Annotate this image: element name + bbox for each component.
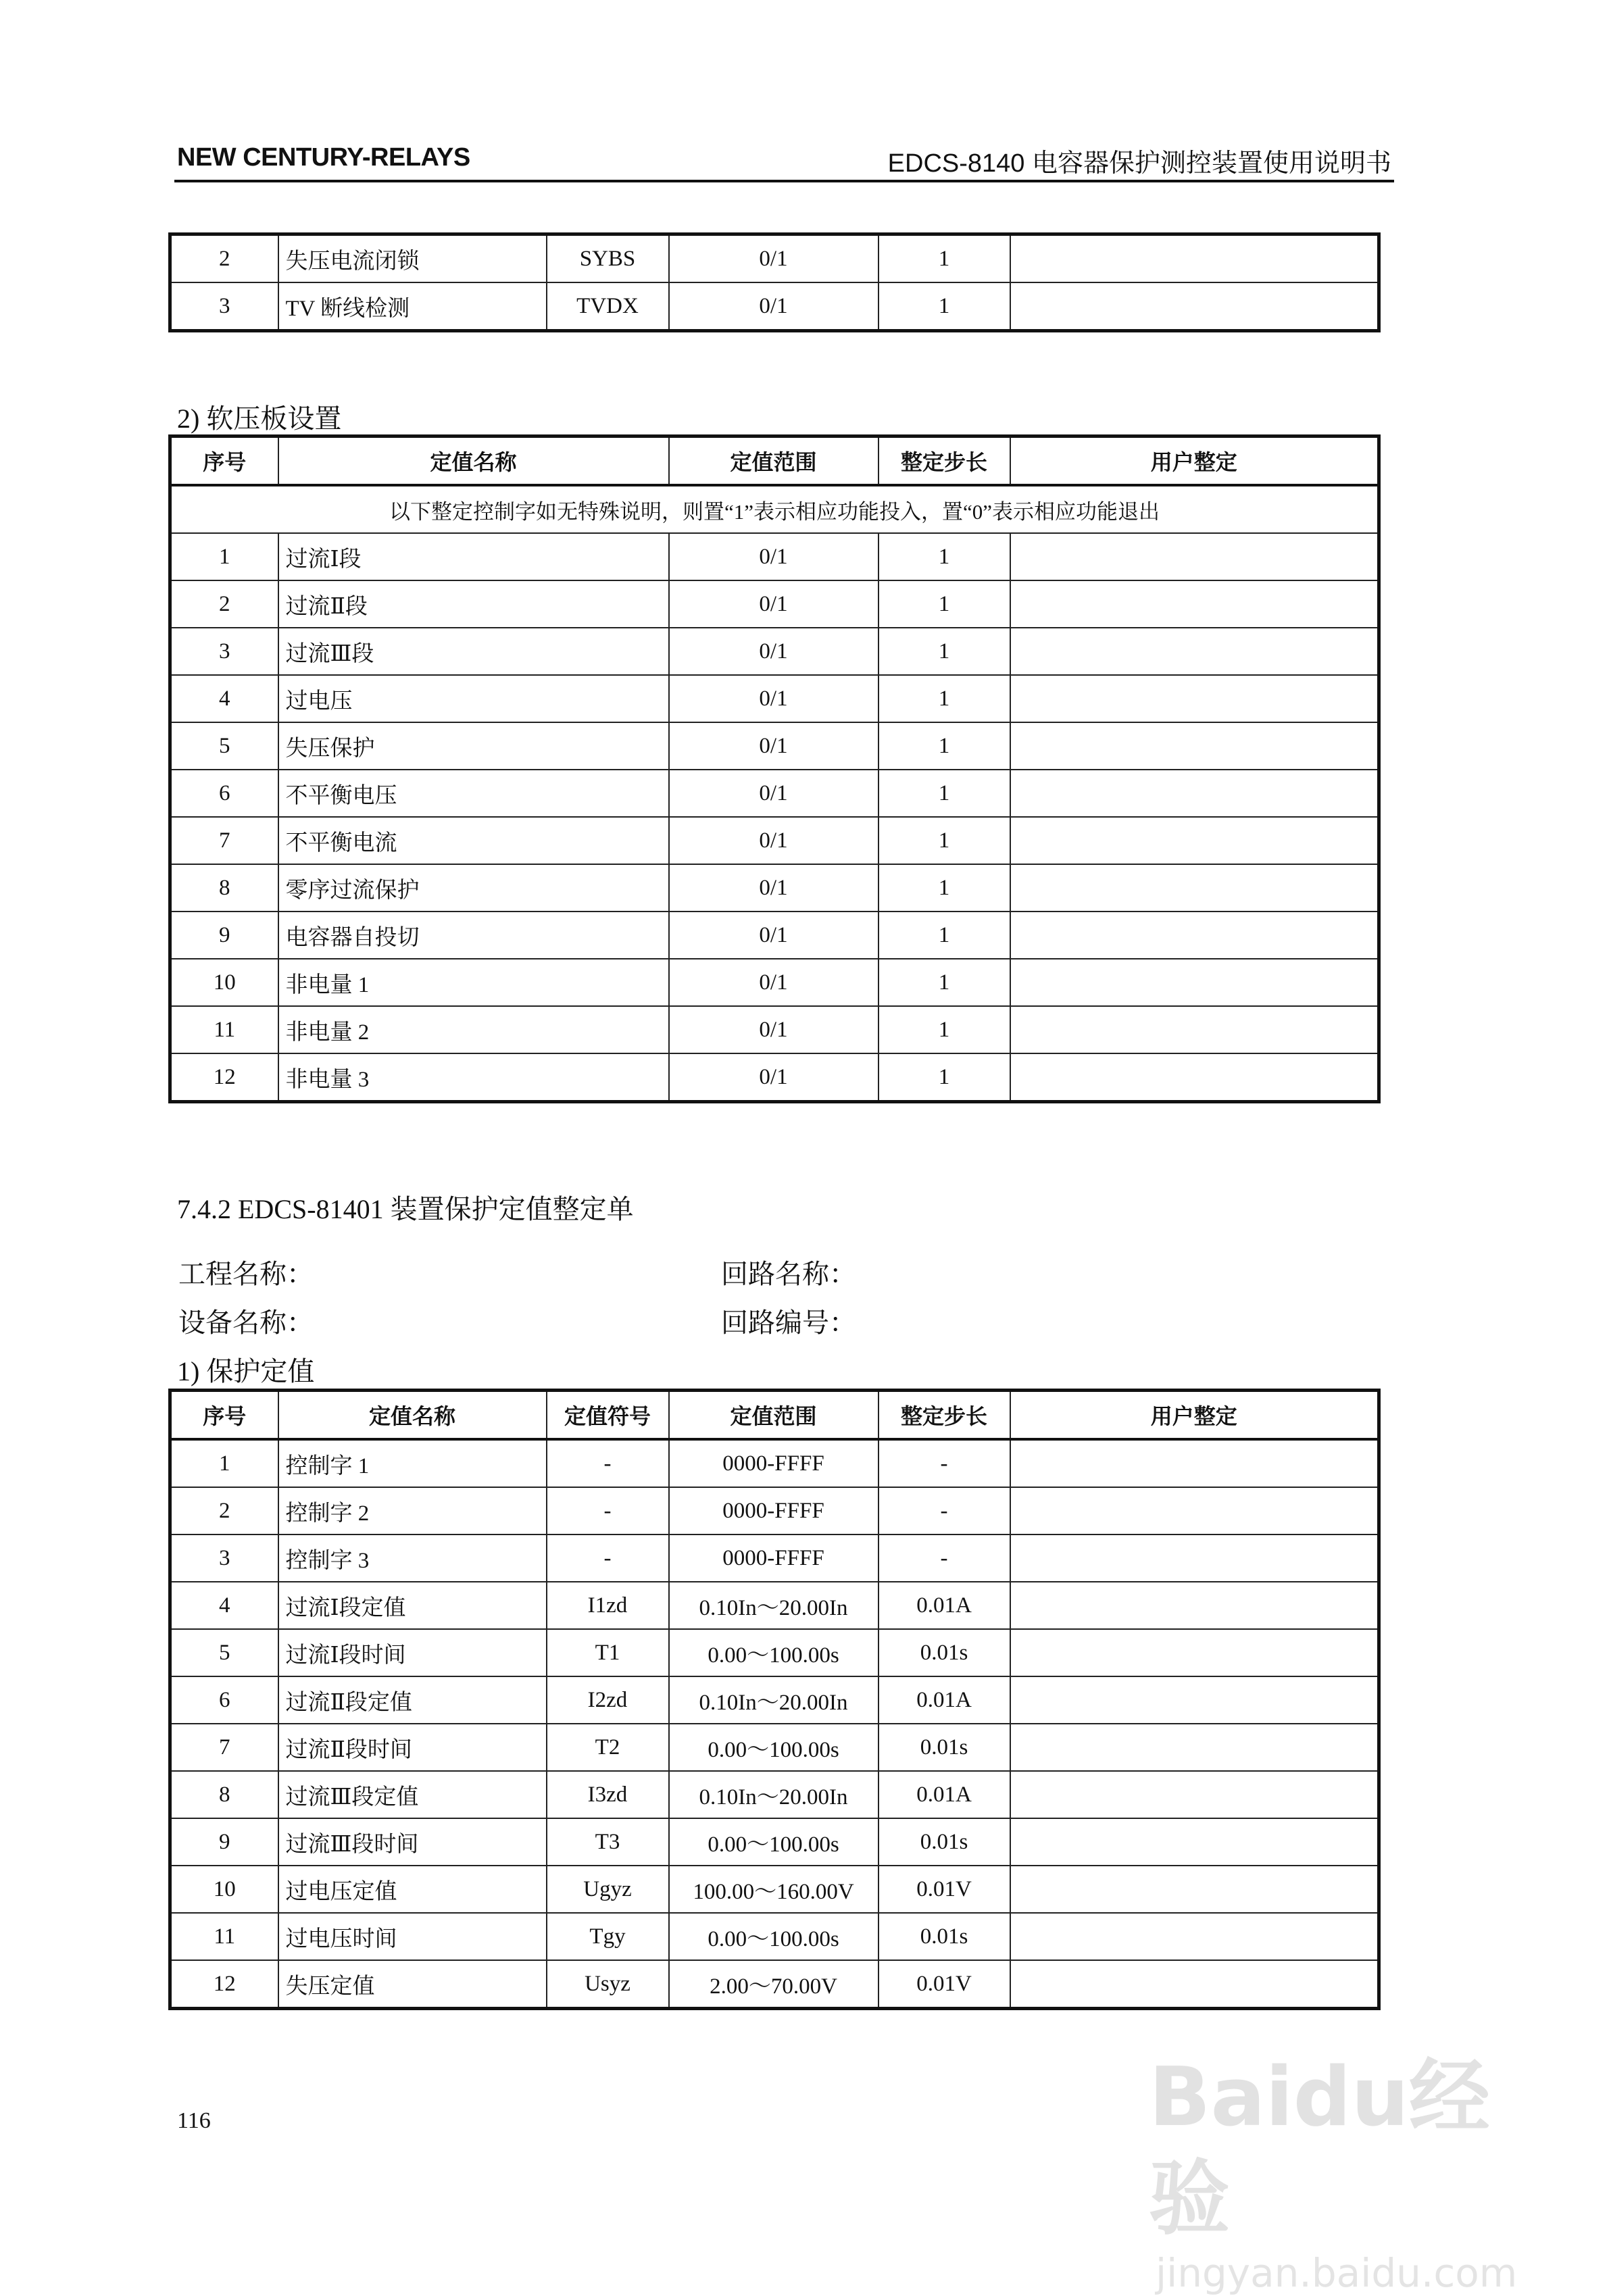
step-cell: - xyxy=(878,1534,1010,1582)
symbol-cell: Usyz xyxy=(547,1960,669,2009)
name-cell: 过流Ⅰ段时间 xyxy=(278,1629,547,1676)
watermark-url: jingyan.baidu.com xyxy=(1156,2250,1518,2296)
index-cell: 3 xyxy=(170,628,278,675)
control-word-table-continued xyxy=(168,232,1381,332)
index-cell: 12 xyxy=(170,1053,278,1102)
step-cell: 0.01s xyxy=(878,1818,1010,1866)
symbol-cell: T1 xyxy=(547,1629,669,1676)
index-cell: 7 xyxy=(170,1724,278,1771)
range-cell: 0.00～100.00s xyxy=(669,1913,878,1960)
step-cell: 1 xyxy=(878,912,1010,959)
name-cell: 不平衡电流 xyxy=(278,817,669,864)
name-cell: 过流Ⅱ段时间 xyxy=(278,1724,547,1771)
user-setting-cell[interactable] xyxy=(1010,1818,1379,1866)
user-setting-cell[interactable] xyxy=(1010,1676,1379,1724)
table-row xyxy=(170,1439,1379,1487)
user-setting-cell[interactable] xyxy=(1010,1913,1379,1960)
step-cell: 1 xyxy=(878,1053,1010,1102)
range-cell: 2.00～70.00V xyxy=(669,1960,878,2009)
user-setting-cell[interactable] xyxy=(1010,1629,1379,1676)
section-742-title: 7.4.2 EDCS-81401 装置保护定值整定单 xyxy=(177,1194,634,1224)
user-setting-cell[interactable] xyxy=(1010,533,1379,580)
name-cell: 不平衡电压 xyxy=(278,770,669,817)
table-row xyxy=(170,1960,1379,2009)
range-cell: 0/1 xyxy=(669,628,878,675)
table-row xyxy=(170,628,1379,675)
table-row xyxy=(170,1629,1379,1676)
name-cell: 过电压 xyxy=(278,675,669,722)
name-cell: 非电量 1 xyxy=(278,959,669,1006)
user-setting-cell[interactable] xyxy=(1010,864,1379,912)
range-cell: 0.00～100.00s xyxy=(669,1724,878,1771)
range-cell: 0/1 xyxy=(669,817,878,864)
name-cell: 过电压定值 xyxy=(278,1866,547,1913)
range-cell: 0.10In～20.00In xyxy=(669,1676,878,1724)
user-setting-cell[interactable] xyxy=(1010,1534,1379,1582)
watermark-logo: Baidu经验 xyxy=(1149,2051,1490,2246)
index-cell: 10 xyxy=(170,959,278,1006)
user-setting-cell[interactable] xyxy=(1010,234,1379,283)
column-header: 用户整定 xyxy=(1010,436,1379,486)
symbol-cell: - xyxy=(547,1439,669,1487)
table-row xyxy=(170,282,1379,331)
column-header: 定值范围 xyxy=(669,436,878,486)
user-setting-cell[interactable] xyxy=(1010,282,1379,331)
column-header: 序号 xyxy=(170,436,278,486)
name-cell: 控制字 3 xyxy=(278,1534,547,1582)
range-cell: 0/1 xyxy=(669,864,878,912)
range-cell: 0/1 xyxy=(669,959,878,1006)
section-protection-title: 1) 保护定值 xyxy=(177,1356,315,1387)
column-header: 定值符号 xyxy=(547,1391,669,1440)
range-cell: 0/1 xyxy=(669,580,878,628)
step-cell: 0.01A xyxy=(878,1582,1010,1629)
name-cell: 过流Ⅰ段 xyxy=(278,533,669,580)
page-number: 116 xyxy=(177,2108,211,2133)
column-header: 定值范围 xyxy=(669,1391,878,1440)
symbol-cell: - xyxy=(547,1487,669,1534)
range-cell: 0/1 xyxy=(669,912,878,959)
index-cell: 8 xyxy=(170,864,278,912)
user-setting-cell[interactable] xyxy=(1010,1582,1379,1629)
symbol-cell: TVDX xyxy=(547,282,669,331)
header-divider xyxy=(174,180,1394,182)
table-row xyxy=(170,912,1379,959)
soft-plate-settings-table xyxy=(168,434,1381,1103)
name-cell: 非电量 3 xyxy=(278,1053,669,1102)
symbol-cell: Ugyz xyxy=(547,1866,669,1913)
step-cell: 1 xyxy=(878,234,1010,283)
name-cell: 电容器自投切 xyxy=(278,912,669,959)
index-cell: 4 xyxy=(170,1582,278,1629)
user-setting-cell[interactable] xyxy=(1010,1487,1379,1534)
circuit-number-label: 回路编号： xyxy=(721,1307,856,1338)
step-cell: 1 xyxy=(878,1006,1010,1053)
range-cell: 100.00～160.00V xyxy=(669,1866,878,1913)
step-cell: 0.01A xyxy=(878,1771,1010,1818)
step-cell: 1 xyxy=(878,628,1010,675)
name-cell: 失压电流闭锁 xyxy=(278,234,547,283)
user-setting-cell[interactable] xyxy=(1010,912,1379,959)
name-cell: 非电量 2 xyxy=(278,1006,669,1053)
index-cell: 9 xyxy=(170,1818,278,1866)
step-cell: 1 xyxy=(878,959,1010,1006)
index-cell: 6 xyxy=(170,1676,278,1724)
name-cell: 过流Ⅱ段 xyxy=(278,580,669,628)
user-setting-cell[interactable] xyxy=(1010,959,1379,1006)
step-cell: 1 xyxy=(878,722,1010,770)
range-cell: 0/1 xyxy=(669,722,878,770)
step-cell: 1 xyxy=(878,817,1010,864)
index-cell: 12 xyxy=(170,1960,278,2009)
index-cell: 9 xyxy=(170,912,278,959)
index-cell: 3 xyxy=(170,1534,278,1582)
symbol-cell: Tgy xyxy=(547,1913,669,1960)
name-cell: 过流Ⅱ段定值 xyxy=(278,1676,547,1724)
index-cell: 11 xyxy=(170,1006,278,1053)
user-setting-cell[interactable] xyxy=(1010,675,1379,722)
symbol-cell: - xyxy=(547,1534,669,1582)
user-setting-cell[interactable] xyxy=(1010,817,1379,864)
range-cell: 0000-FFFF xyxy=(669,1534,878,1582)
name-cell: 过电压时间 xyxy=(278,1913,547,1960)
user-setting-cell[interactable] xyxy=(1010,1771,1379,1818)
index-cell: 10 xyxy=(170,1866,278,1913)
step-cell: 1 xyxy=(878,580,1010,628)
range-cell: 0.10In～20.00In xyxy=(669,1771,878,1818)
column-header: 定值名称 xyxy=(278,436,669,486)
table-row xyxy=(170,817,1379,864)
user-setting-cell[interactable] xyxy=(1010,1960,1379,2009)
index-cell: 8 xyxy=(170,1771,278,1818)
index-cell: 2 xyxy=(170,234,278,283)
protection-settings-table xyxy=(168,1389,1381,2010)
step-cell: - xyxy=(878,1487,1010,1534)
index-cell: 2 xyxy=(170,580,278,628)
table-row xyxy=(170,722,1379,770)
name-cell: 零序过流保护 xyxy=(278,864,669,912)
table-row xyxy=(170,580,1379,628)
column-header: 用户整定 xyxy=(1010,1391,1379,1440)
name-cell: 过流Ⅲ段定值 xyxy=(278,1771,547,1818)
baidu-jingyan-watermark xyxy=(1149,2047,1527,2296)
index-cell: 2 xyxy=(170,1487,278,1534)
range-cell: 0/1 xyxy=(669,533,878,580)
symbol-cell: I3zd xyxy=(547,1771,669,1818)
section-soft-plate-title: 2) 软压板设置 xyxy=(177,403,342,434)
user-setting-cell[interactable] xyxy=(1010,1053,1379,1102)
table-row xyxy=(170,1006,1379,1053)
symbol-cell: I1zd xyxy=(547,1582,669,1629)
column-header: 序号 xyxy=(170,1391,278,1440)
range-cell: 0/1 xyxy=(669,234,878,283)
column-header: 定值名称 xyxy=(278,1391,547,1440)
user-setting-cell[interactable] xyxy=(1010,1724,1379,1771)
range-cell: 0/1 xyxy=(669,770,878,817)
name-cell: 过流Ⅰ段定值 xyxy=(278,1582,547,1629)
table-row xyxy=(170,1534,1379,1582)
header-company: NEW CENTURY-RELAYS xyxy=(177,143,470,172)
table-row xyxy=(170,864,1379,912)
user-setting-cell[interactable] xyxy=(1010,580,1379,628)
step-cell: 0.01A xyxy=(878,1676,1010,1724)
range-cell: 0/1 xyxy=(669,1053,878,1102)
control-word-note: 以下整定控制字如无特殊说明，则置“1”表示相应功能投入，置“0”表示相应功能退出 xyxy=(170,485,1379,533)
index-cell: 3 xyxy=(170,282,278,331)
step-cell: 1 xyxy=(878,770,1010,817)
note-row xyxy=(170,485,1379,533)
column-header: 整定步长 xyxy=(878,436,1010,486)
circuit-name-label: 回路名称： xyxy=(721,1259,856,1289)
table-row xyxy=(170,959,1379,1006)
symbol-cell: T3 xyxy=(547,1818,669,1866)
index-cell: 5 xyxy=(170,1629,278,1676)
table-row xyxy=(170,1913,1379,1960)
step-cell: 1 xyxy=(878,864,1010,912)
user-setting-cell[interactable] xyxy=(1010,628,1379,675)
header-doc-title: EDCS-8140 电容器保护测控装置使用说明书 xyxy=(887,149,1391,178)
name-cell: 控制字 2 xyxy=(278,1487,547,1534)
range-cell: 0/1 xyxy=(669,1006,878,1053)
name-cell: TV 断线检测 xyxy=(278,282,547,331)
table-row xyxy=(170,1676,1379,1724)
step-cell: 1 xyxy=(878,282,1010,331)
symbol-cell: T2 xyxy=(547,1724,669,1771)
range-cell: 0000-FFFF xyxy=(669,1487,878,1534)
user-setting-cell[interactable] xyxy=(1010,1439,1379,1487)
step-cell: - xyxy=(878,1439,1010,1487)
name-cell: 过流Ⅲ段 xyxy=(278,628,669,675)
range-cell: 0.00～100.00s xyxy=(669,1629,878,1676)
name-cell: 失压定值 xyxy=(278,1960,547,2009)
column-header: 整定步长 xyxy=(878,1391,1010,1440)
index-cell: 1 xyxy=(170,533,278,580)
step-cell: 0.01s xyxy=(878,1629,1010,1676)
range-cell: 0/1 xyxy=(669,282,878,331)
user-setting-cell[interactable] xyxy=(1010,770,1379,817)
table-row xyxy=(170,1866,1379,1913)
user-setting-cell[interactable] xyxy=(1010,722,1379,770)
name-cell: 控制字 1 xyxy=(278,1439,547,1487)
name-cell: 过流Ⅲ段时间 xyxy=(278,1818,547,1866)
index-cell: 7 xyxy=(170,817,278,864)
table-row xyxy=(170,1582,1379,1629)
table-row xyxy=(170,770,1379,817)
index-cell: 5 xyxy=(170,722,278,770)
symbol-cell: I2zd xyxy=(547,1676,669,1724)
step-cell: 1 xyxy=(878,533,1010,580)
step-cell: 0.01s xyxy=(878,1913,1010,1960)
name-cell: 失压保护 xyxy=(278,722,669,770)
step-cell: 1 xyxy=(878,675,1010,722)
table-row xyxy=(170,1053,1379,1102)
symbol-cell: SYBS xyxy=(547,234,669,283)
table-row xyxy=(170,675,1379,722)
range-cell: 0.00～100.00s xyxy=(669,1818,878,1866)
index-cell: 1 xyxy=(170,1439,278,1487)
table-row xyxy=(170,1724,1379,1771)
table-row xyxy=(170,1818,1379,1866)
table-row xyxy=(170,533,1379,580)
range-cell: 0000-FFFF xyxy=(669,1439,878,1487)
user-setting-cell[interactable] xyxy=(1010,1006,1379,1053)
table-row xyxy=(170,1771,1379,1818)
index-cell: 6 xyxy=(170,770,278,817)
step-cell: 0.01V xyxy=(878,1866,1010,1913)
table-row xyxy=(170,1487,1379,1534)
step-cell: 0.01V xyxy=(878,1960,1010,2009)
user-setting-cell[interactable] xyxy=(1010,1866,1379,1913)
device-name-label: 设备名称： xyxy=(178,1307,314,1338)
index-cell: 4 xyxy=(170,675,278,722)
project-name-label: 工程名称： xyxy=(178,1259,314,1289)
table-row xyxy=(170,234,1379,283)
range-cell: 0.10In～20.00In xyxy=(669,1582,878,1629)
index-cell: 11 xyxy=(170,1913,278,1960)
range-cell: 0/1 xyxy=(669,675,878,722)
step-cell: 0.01s xyxy=(878,1724,1010,1771)
